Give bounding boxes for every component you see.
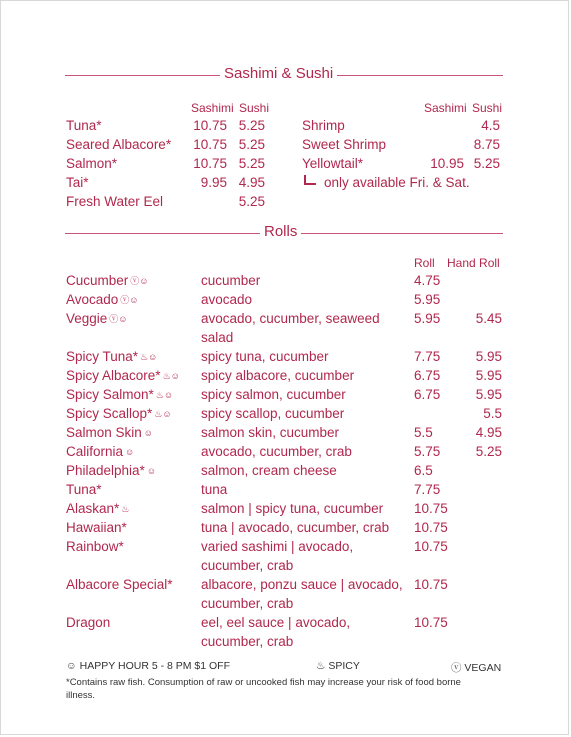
happy-hour-text: HAPPY HOUR 5 - 8 PM $1 OFF [79,660,230,672]
roll-name: Avocado [66,292,119,307]
roll-price: 7.75 [414,349,441,364]
roll-name: Philadelphia* [66,463,145,478]
sushi-price: 4.5 [481,118,500,133]
roll-description: spicy tuna, cucumber [201,349,329,364]
sushi-price: 5.25 [238,137,265,152]
handroll-price: 4.95 [475,425,502,440]
sushi-price: 5.25 [473,156,500,171]
roll-description: spicy salmon, cucumber [201,387,346,402]
roll-description: avocado, cucumber, seaweed salad [201,311,380,345]
handroll-price: 5.25 [475,444,502,459]
roll-description: eel, eel sauce | avocado, cucumber, crab [201,615,351,649]
roll-tag-icons: ⓥ☺ [109,314,128,324]
roll-name: Salmon Skin [66,425,142,440]
sashimi-price: 10.75 [193,118,227,133]
spicy-text: SPICY [328,660,360,672]
handroll-col-header: Hand Roll [447,256,500,270]
sushi-price: 5.25 [238,118,265,133]
smiley-icon: ☺ [66,660,77,672]
roll-item [66,366,180,386]
roll-item [66,309,128,329]
roll-item [66,271,148,291]
roll-name: Alaskan* [66,501,120,516]
roll-item [66,480,102,499]
roll-item [66,518,127,537]
roll-description: avocado [201,292,253,307]
roll-tag-icons: ♨☺ [162,371,180,381]
roll-item [66,385,173,405]
sashimi-item-name: Tuna* [66,118,102,133]
roll-item [66,613,110,632]
roll-price: 10.75 [414,577,448,592]
roll-description: spicy scallop, cucumber [201,406,345,421]
roll-item [66,404,172,424]
roll-price: 10.75 [414,520,448,535]
roll-name: California [66,444,124,459]
roll-description: tuna | avocado, cucumber, crab [201,520,390,535]
sashimi-col-header-right: Sashimi [424,101,467,115]
roll-description: avocado, cucumber, crab [201,444,352,459]
sashimi-price: 10.95 [430,156,464,171]
sashimi-item-name: Fresh Water Eel [66,194,164,209]
sashimi-item-name: Salmon* [66,156,118,171]
roll-tag-icons: ☺ [143,428,153,438]
roll-tag-icons: ♨☺ [140,352,158,362]
sashimi-item-name: Seared Albacore* [66,137,172,152]
raw-fish-disclaimer: *Contains raw fish. Consumption of raw or uncooked fish may increase your risk of food borne illness. [66,677,461,701]
roll-description: varied sashimi | avocado, cucumber, crab [201,539,354,573]
roll-price: 10.75 [414,501,448,516]
roll-price: 10.75 [414,539,448,554]
roll-price: 6.75 [414,368,441,383]
rolls-title: Rolls [260,223,301,240]
handroll-price: 5.95 [475,349,502,364]
roll-tag-icons: ☺ [146,466,157,476]
roll-name: Spicy Salmon* [66,387,154,402]
sashimi-price: 10.75 [193,137,227,152]
roll-description: salmon, cream cheese [201,463,337,478]
yellowtail-note: only available Fri. & Sat. [304,173,470,192]
spicy-icon: ♨ [316,660,326,672]
roll-name: Spicy Albacore* [66,368,161,383]
roll-item [66,442,134,462]
roll-description: spicy albacore, cucumber [201,368,355,383]
roll-name: Spicy Scallop* [66,406,153,421]
sushi-price: 8.75 [473,137,500,152]
roll-price: 6.75 [414,387,441,402]
roll-price: 5.95 [414,292,441,307]
roll-item [66,347,157,367]
roll-col-header: Roll [414,256,435,270]
roll-name: Albacore Special* [66,577,173,592]
roll-tag-icons: ♨☺ [155,390,174,400]
handroll-price: 5.45 [475,311,502,326]
roll-item [66,290,139,310]
roll-price: 5.75 [414,444,441,459]
roll-tag-icons: ⓥ☺ [120,295,139,305]
sushi-col-header-right: Sushi [472,101,503,115]
spicy-legend [316,660,360,672]
handroll-price: 5.95 [475,387,502,402]
happy-hour-legend [66,660,230,672]
roll-price: 10.75 [414,615,448,630]
roll-name: Veggie [66,311,108,326]
roll-price: 5.5 [414,425,433,440]
sashimi-item-name: Yellowtail* [302,156,364,171]
roll-name: Spicy Tuna* [66,349,139,364]
sushi-price: 5.25 [238,194,265,209]
roll-price: 5.95 [414,311,441,326]
roll-description: cucumber [201,273,261,288]
sashimi-item-name: Tai* [66,175,89,190]
sashimi-item-name: Sweet Shrimp [302,137,387,152]
corner-arrow-icon [304,175,316,185]
roll-price: 6.5 [414,463,433,478]
roll-name: Rainbow* [66,539,124,554]
roll-description: tuna [201,482,228,497]
roll-name: Tuna* [66,482,102,497]
sushi-col-header-left: Sushi [239,101,270,115]
sashimi-item-name: Shrimp [302,118,345,133]
roll-item [66,461,156,481]
vegan-icon: ⓥ [451,662,462,674]
roll-item [66,575,173,594]
sashimi-price: 10.75 [193,156,227,171]
roll-item [66,423,153,443]
sushi-price: 4.95 [238,175,265,190]
roll-tag-icons: ♨☺ [154,409,172,419]
sashimi-title: Sashimi & Sushi [220,65,337,82]
vegan-legend [451,660,501,675]
handroll-price: 5.95 [475,368,502,383]
sashimi-price: 9.95 [200,175,227,190]
roll-name: Cucumber [66,273,129,288]
handroll-price: 5.5 [483,406,502,421]
roll-item [66,499,129,519]
sashimi-col-header-left: Sashimi [191,101,234,115]
roll-description: salmon skin, cucumber [201,425,340,440]
roll-item [66,537,124,556]
vegan-text: VEGAN [464,662,502,674]
roll-name: Hawaiian* [66,520,127,535]
roll-tag-icons: ⓥ☺ [130,276,149,286]
roll-tag-icons: ☺ [125,447,135,457]
roll-tag-icons: ♨ [121,504,130,514]
roll-price: 4.75 [414,273,441,288]
roll-name: Dragon [66,615,111,630]
roll-description: salmon | spicy tuna, cucumber [201,501,384,516]
roll-description: albacore, ponzu sauce | avocado, cucumber, crab [201,577,403,611]
roll-price: 7.75 [414,482,441,497]
sushi-price: 5.25 [238,156,265,171]
